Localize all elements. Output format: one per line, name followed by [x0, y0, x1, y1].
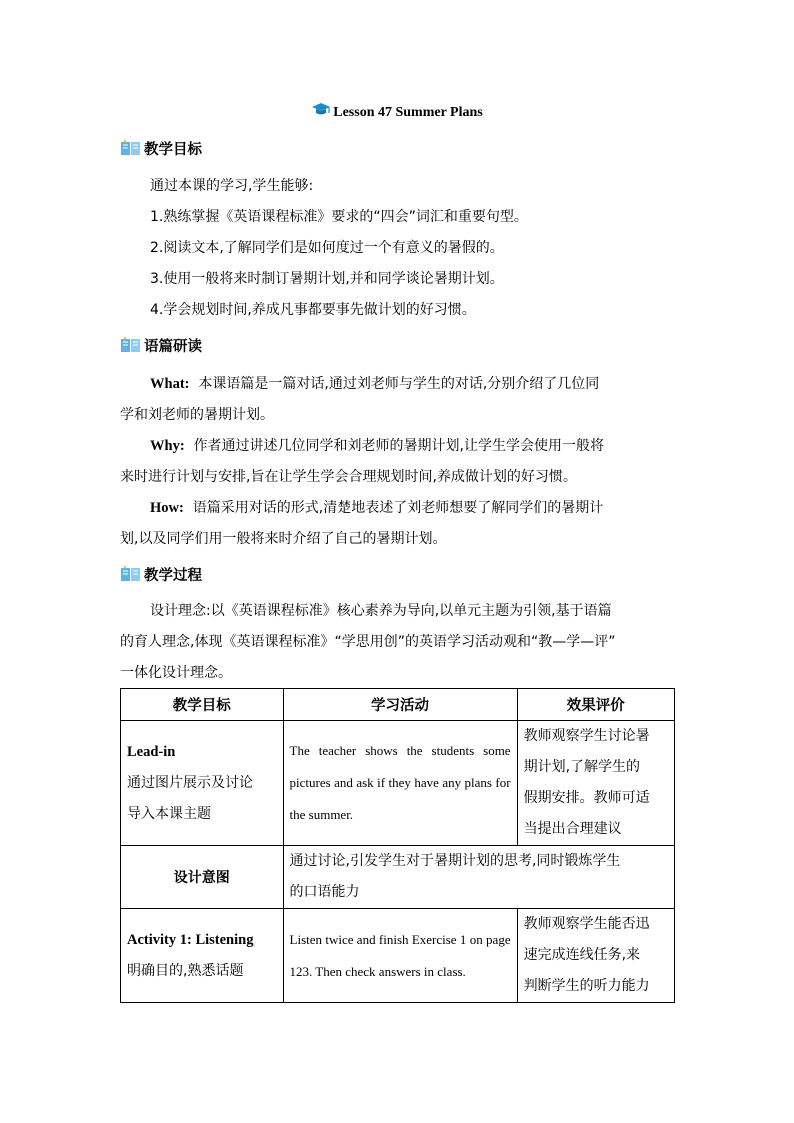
- section-heading-goals: [120, 137, 202, 159]
- intent-label-cell: 设计意图: [121, 846, 284, 909]
- header-evaluation: 效果评价: [517, 689, 674, 721]
- table-row: [121, 721, 675, 846]
- eval-text: 教师观察学生讨论暑: [523, 728, 650, 744]
- eval-text: 期计划,了解学生的: [523, 759, 641, 775]
- goal-item: 1.熟练掌握《英语课程标准》要求的“四会”词汇和重要句型。: [150, 209, 528, 225]
- eval-text: 判断学生的听力能力: [523, 978, 650, 994]
- lesson-title: [0, 102, 794, 121]
- why-paragraph: [150, 436, 676, 456]
- how-label: How:: [150, 500, 184, 516]
- process-text: 设计理念:以《英语课程标准》核心素养为导向,以单元主题为引领,基于语篇: [150, 603, 612, 619]
- how-paragraph: [150, 498, 676, 518]
- goal-text: 通过图片展示及讨论: [127, 774, 253, 791]
- goal-text: 导入本课主题: [127, 805, 211, 822]
- goal-text: 明确目的,熟悉话题: [127, 962, 244, 979]
- goal-cell: [121, 909, 284, 1003]
- what-paragraph-cont: 学和刘老师的暑期计划。: [120, 407, 274, 423]
- intent-text: 的口语能力: [289, 884, 360, 900]
- activity-cell: Listen twice and finish Exercise 1 on page 123. Then check answers in class.: [283, 909, 517, 1003]
- activity-cell: The teacher shows the students some pictures and ask if they have any plans for the summer.: [283, 721, 517, 846]
- lesson-title-text: Lesson 47 Summer Plans: [333, 105, 483, 120]
- row-title: Activity 1: Listening: [127, 931, 254, 948]
- table-row: [121, 909, 675, 1003]
- eval-text: 假期安排。教师可适: [523, 790, 650, 806]
- evaluation-cell: [517, 909, 674, 1003]
- goal-item: 4.学会规划时间,养成凡事都要事先做计划的好习惯。: [150, 302, 476, 318]
- header-activity: 学习活动: [283, 689, 517, 721]
- header-goal: 教学目标: [121, 689, 284, 721]
- book-icon: [120, 139, 142, 157]
- evaluation-cell: [517, 721, 674, 846]
- how-paragraph-cont: 划,以及同学们用一般将来时介绍了自己的暑期计划。: [120, 531, 447, 547]
- what-text: 本课语篇是一篇对话,通过刘老师与学生的对话,分别介绍了几位同: [198, 376, 600, 392]
- goal-cell: [121, 721, 284, 846]
- table-row: [121, 846, 675, 909]
- section-heading-analysis: [120, 334, 202, 356]
- table-header-row: [121, 689, 675, 721]
- goals-intro: 通过本课的学习,学生能够:: [150, 178, 314, 194]
- eval-text: 当提出合理建议: [523, 821, 622, 837]
- graduation-cap-icon: [311, 102, 331, 118]
- goal-item: 2.阅读文本,了解同学们是如何度过一个有意义的暑假的。: [150, 240, 504, 256]
- eval-text: 教师观察学生能否迅: [523, 916, 650, 932]
- section-heading-process: [120, 563, 202, 585]
- goal-item: 3.使用一般将来时制订暑期计划,并和同学谈论暑期计划。: [150, 271, 504, 287]
- process-text-cont: 的育人理念,体现《英语课程标准》“学思用创”的英语学习活动观和“教—学—评”: [120, 634, 616, 650]
- what-label: What:: [150, 376, 190, 392]
- section-title: 教学目标: [144, 141, 202, 158]
- row-title: Lead-in: [127, 743, 176, 760]
- intent-text: 通过讨论,引发学生对于暑期计划的思考,同时锻炼学生: [289, 853, 621, 869]
- section-title: 语篇研读: [144, 338, 202, 355]
- lesson-plan-table: [120, 688, 675, 1003]
- why-text: 作者通过讲述几位同学和刘老师的暑期计划,让学生学会使用一般将: [193, 438, 605, 454]
- what-paragraph: [150, 374, 676, 394]
- book-icon: [120, 565, 142, 583]
- process-text-cont: 一体化设计理念。: [120, 665, 232, 681]
- why-paragraph-cont: 来时进行计划与安排,旨在让学生学会合理规划时间,养成做计划的好习惯。: [120, 469, 577, 485]
- intent-text-cell: [283, 846, 674, 909]
- how-text: 语篇采用对话的形式,清楚地表述了刘老师想要了解同学们的暑期计: [192, 500, 604, 516]
- why-label: Why:: [150, 438, 185, 454]
- eval-text: 速完成连线任务,来: [523, 947, 641, 963]
- section-title: 教学过程: [144, 567, 202, 584]
- book-icon: [120, 336, 142, 354]
